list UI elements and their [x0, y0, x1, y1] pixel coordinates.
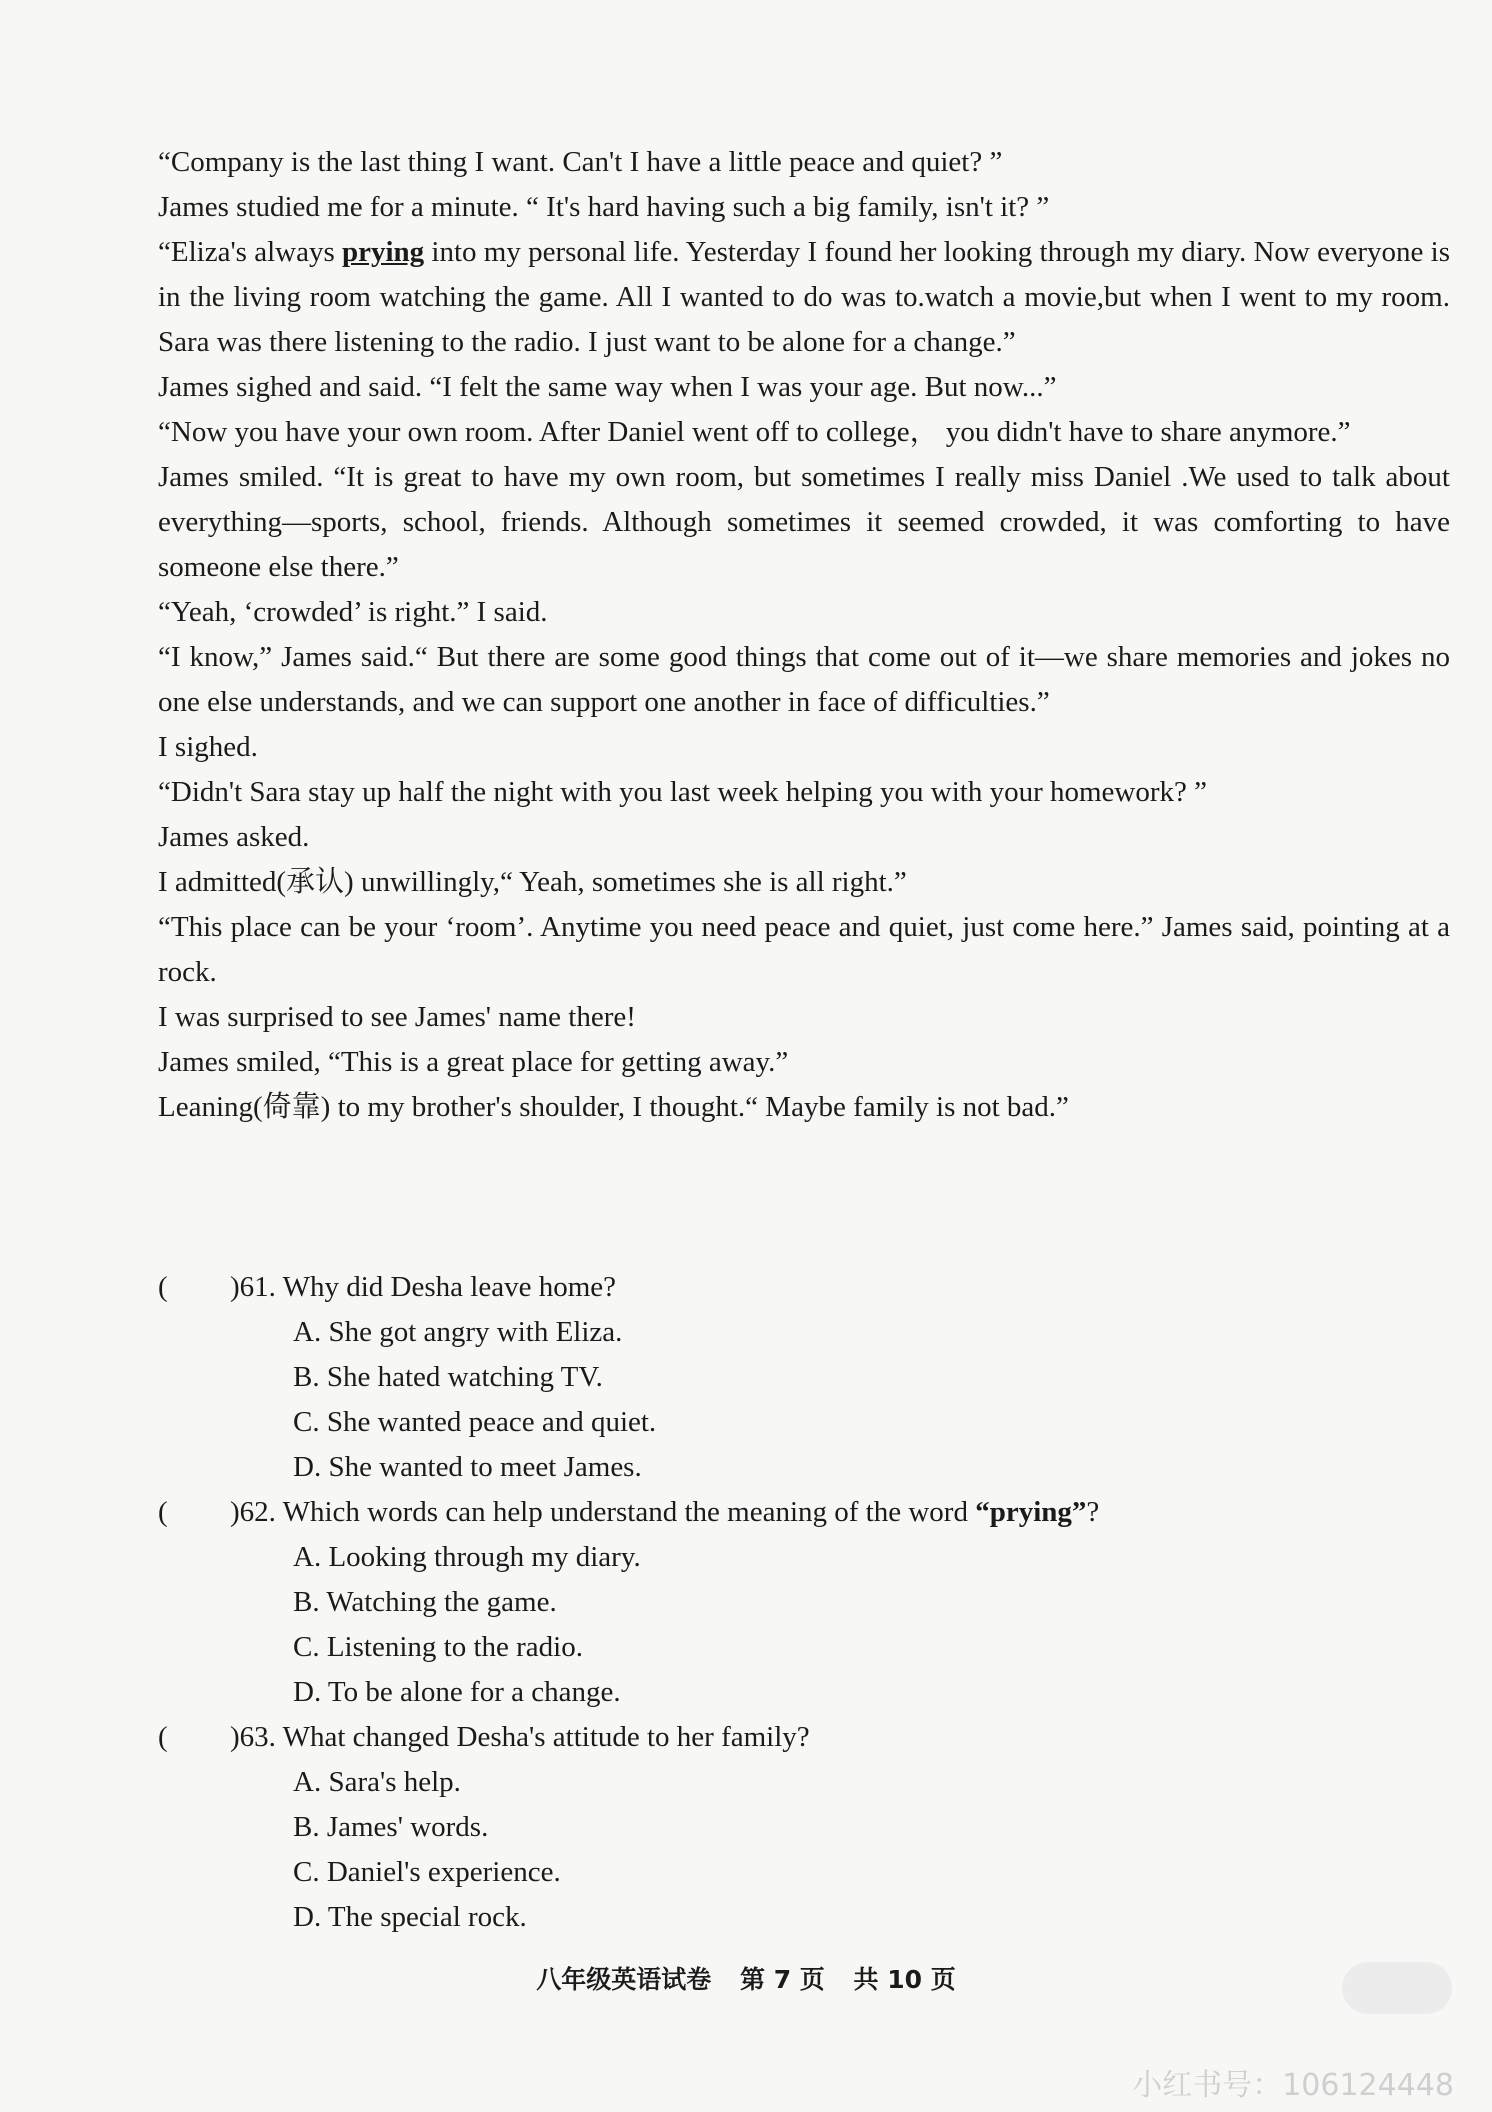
passage-paragraph: James sighed and said. “I felt the same way when I was your age. But now...”	[158, 371, 1057, 403]
option-d: D. The special rock.	[293, 1901, 527, 1933]
option-a: A. Sara's help.	[293, 1766, 461, 1798]
exam-title: 八年级英语试卷	[536, 1965, 712, 1994]
question-stem	[158, 1265, 1450, 1310]
passage-paragraph: James smiled, “This is a great place for getting away.”	[158, 1046, 789, 1078]
question-text-part: )62. Which words can help understand the meaning of the word	[230, 1496, 976, 1528]
option-d: D. She wanted to meet James.	[293, 1451, 642, 1483]
question-63	[158, 1715, 1450, 1940]
highlighted-word: “prying”	[975, 1496, 1087, 1528]
question-list	[158, 1265, 1450, 1940]
question-stem	[158, 1490, 1450, 1535]
option-a: A. She got angry with Eliza.	[293, 1316, 623, 1348]
option-c: C. Listening to the radio.	[293, 1631, 583, 1663]
passage-paragraph: “Didn't Sara stay up half the night with you last week helping you with your homework? ”	[158, 776, 1208, 808]
option-b: B. She hated watching TV.	[293, 1361, 603, 1393]
answer-blank[interactable]: (	[158, 1271, 168, 1303]
passage-paragraph: I sighed.	[158, 731, 258, 763]
passage-paragraph: I admitted(承认) unwillingly,“ Yeah, sometimes she is all right.”	[158, 866, 907, 898]
question-text: )61. Why did Desha leave home?	[230, 1271, 617, 1303]
app-logo-icon	[1342, 1962, 1452, 2014]
option-b: B. Watching the game.	[293, 1586, 557, 1618]
passage-paragraph: “Company is the last thing I want. Can't I have a little peace and quiet? ”	[158, 146, 1003, 178]
question-text	[158, 1490, 1450, 1535]
watermark-text: 小红书号：106124448	[1132, 2068, 1454, 2103]
option-d: D. To be alone for a change.	[293, 1676, 621, 1708]
option-b: B. James' words.	[293, 1811, 489, 1843]
answer-blank[interactable]: (	[158, 1721, 168, 1753]
option-c: C. She wanted peace and quiet.	[293, 1406, 657, 1438]
page-number: 第 7 页	[740, 1965, 825, 1994]
question-61	[158, 1265, 1450, 1490]
passage-paragraph: I was surprised to see James' name there!	[158, 1001, 636, 1033]
page-total: 共 10 页	[853, 1965, 956, 1994]
passage-paragraph: “Yeah, ‘crowded’ is right.” I said.	[158, 596, 548, 628]
answer-blank[interactable]: (	[158, 1496, 168, 1528]
question-62	[158, 1490, 1450, 1715]
passage-paragraph: James asked.	[158, 821, 310, 853]
passage-paragraph: Leaning(倚靠) to my brother's shoulder, I thought.“ Maybe family is not bad.”	[158, 1091, 1069, 1123]
passage-paragraph: “Now you have your own room. After Daniel went off to college， you didn't have to share anymore.”	[158, 416, 1351, 448]
passage-paragraph	[158, 230, 1450, 365]
question-text-part: ?	[1086, 1496, 1100, 1528]
option-c: C. Daniel's experience.	[293, 1856, 561, 1888]
passage-text: into my personal life. Yesterday I found her looking through my diary. Now everyone is in the living room watching the game. All I wanted to do was to.watch a movie,but when I went to my room. Sara was there listening to the radio. I just want to be alone for a change.”	[158, 236, 1450, 358]
passage-paragraph: “I know,” James said.“ But there are some good things that come out of it—we share memories and jokes no one else understands, and we can support one another in face of difficulties.”	[158, 641, 1450, 718]
passage-paragraph: “This place can be your ‘room’. Anytime you need peace and quiet, just come here.” James said, pointing at a rock.	[158, 911, 1450, 988]
highlighted-word: prying	[341, 236, 425, 268]
page-footer	[0, 1960, 1492, 1996]
passage-text: “Eliza's always	[158, 236, 342, 268]
passage-paragraph: James studied me for a minute. “ It's hard having such a big family, isn't it? ”	[158, 191, 1050, 223]
reading-passage	[158, 140, 1450, 1130]
passage-paragraph: James smiled. “It is great to have my own room, but sometimes I really miss Daniel .We used to talk about everything—sports, school, friends. Although sometimes it seemed crowded, it was comforting to have someone else there.”	[158, 461, 1450, 583]
question-stem	[158, 1715, 1450, 1760]
option-a: A. Looking through my diary.	[293, 1541, 641, 1573]
question-text: )63. What changed Desha's attitude to her family?	[230, 1721, 810, 1753]
